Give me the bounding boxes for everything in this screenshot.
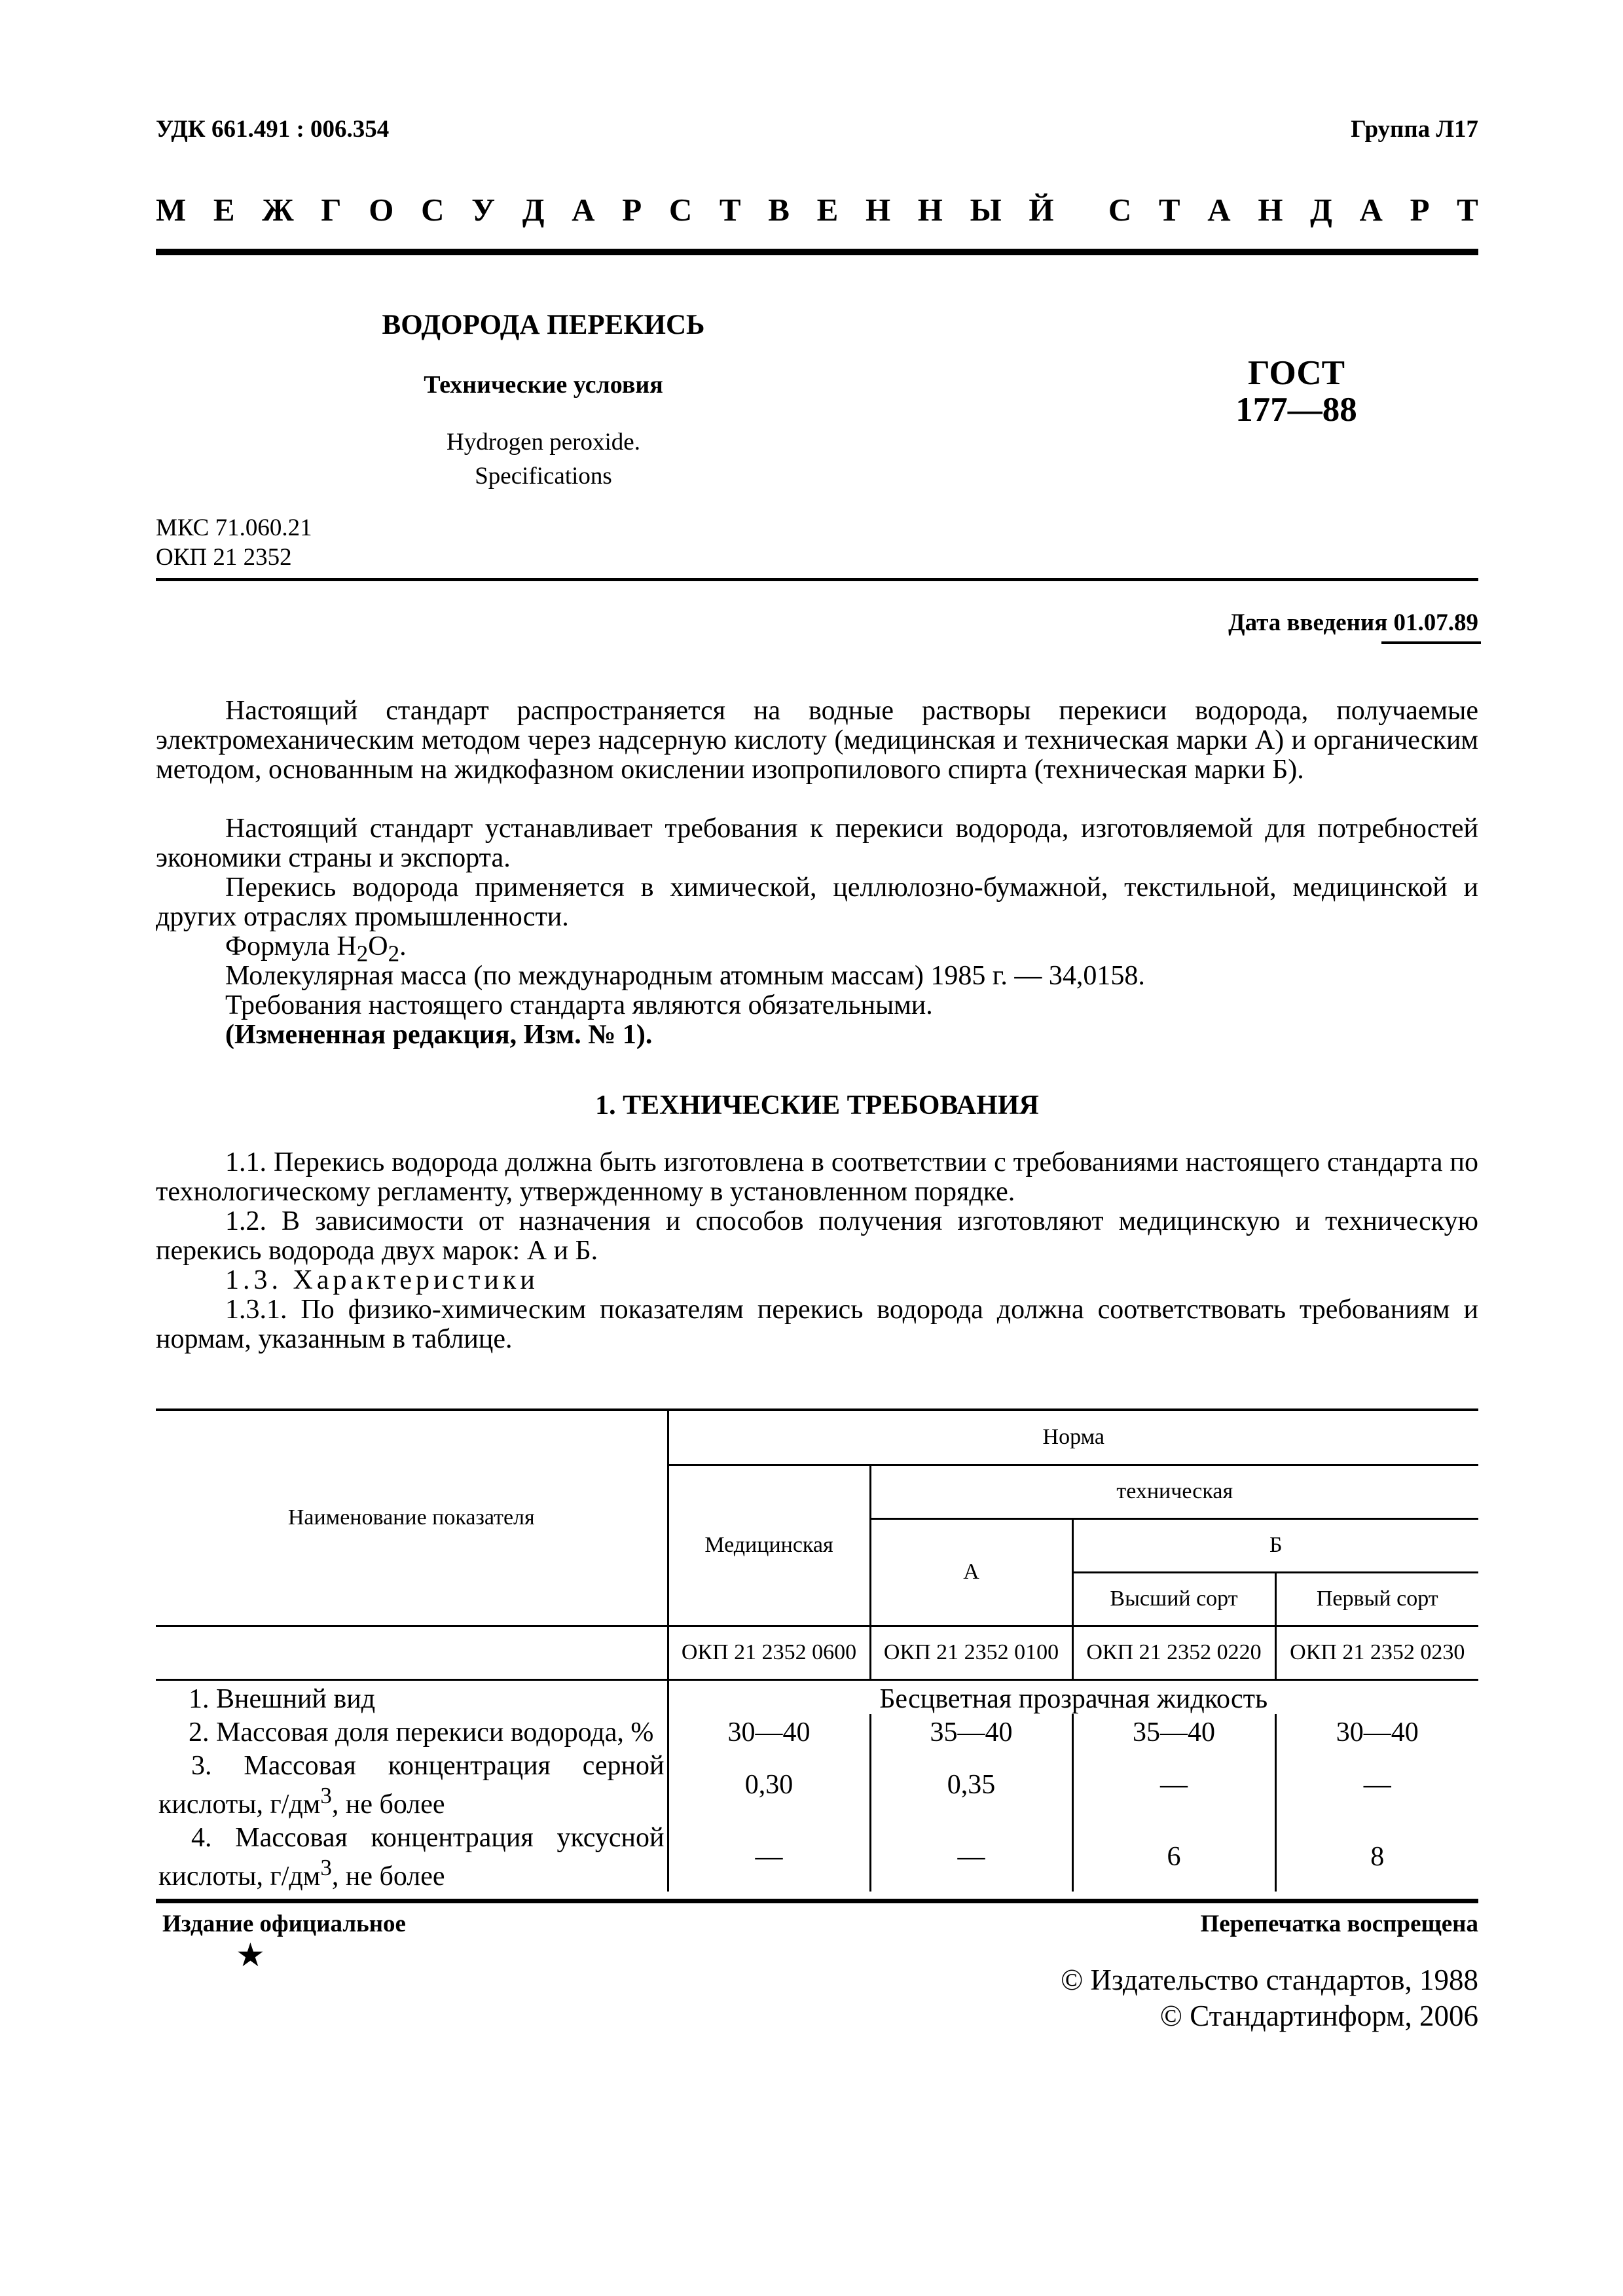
- star-icon: ★: [236, 1937, 265, 1973]
- date-label: Дата введения: [1228, 609, 1388, 636]
- banner-letter: В: [768, 192, 790, 228]
- okp-code-cell: ОКП 21 2352 0230: [1275, 1626, 1478, 1679]
- column-header-grade-first: Первый сорт: [1275, 1572, 1478, 1626]
- banner-letter: Г: [321, 192, 342, 228]
- row-name-text: , не более: [331, 1861, 445, 1892]
- banner-letter: Н: [917, 192, 943, 228]
- formula-text: .: [399, 931, 407, 961]
- column-header-mark-b: Б: [1072, 1518, 1478, 1572]
- banner-letter: Е: [213, 192, 235, 228]
- row-value: 8: [1275, 1820, 1478, 1892]
- gost-number: 177—88: [1235, 391, 1357, 429]
- document-subtitle: Технические условия: [424, 371, 663, 399]
- intro-paragraph: Перекись водорода применяется в химической, целлюлозно-бумажной, текстильной, медицинской и других отраслях промышленности.: [156, 872, 1478, 932]
- banner-letter: С: [668, 192, 693, 228]
- amendment-note: (Измененная редакция, Изм. № 1).: [225, 1020, 653, 1050]
- copyright-block: [1061, 1962, 1478, 2034]
- row-name: [156, 1820, 668, 1892]
- banner-letter: Д: [522, 192, 545, 228]
- column-header-technical: техническая: [870, 1465, 1478, 1518]
- document-title: ВОДОРОДА ПЕРЕКИСЬ: [382, 310, 705, 340]
- banner-letter: Р: [1410, 192, 1430, 228]
- intro-paragraph: Требования настоящего стандарта являются обязательными.: [225, 990, 933, 1020]
- banner-letter: Т: [1158, 192, 1180, 228]
- banner-letter: Й: [1029, 192, 1054, 228]
- banner-letter: Н: [865, 192, 891, 228]
- superscript: 3: [320, 1782, 332, 1808]
- row-name-text: , не более: [331, 1789, 445, 1820]
- english-title-line: Specifications: [475, 463, 612, 490]
- banner-letter: С: [1108, 192, 1132, 228]
- table-row: [156, 1820, 1478, 1892]
- row-value: —: [668, 1820, 870, 1892]
- column-header-norm: Норма: [668, 1411, 1478, 1465]
- date-underline: [1381, 641, 1481, 644]
- table-row: [156, 1714, 1478, 1748]
- row-name: [156, 1748, 668, 1820]
- row-value: 30—40: [668, 1714, 870, 1748]
- english-title-line: Hydrogen peroxide.: [447, 429, 640, 456]
- row-value: —: [1072, 1748, 1275, 1820]
- copyright-line: © Стандартинформ, 2006: [1159, 2000, 1478, 2032]
- table-row: [156, 1679, 1478, 1714]
- banner-letter: Ы: [970, 192, 1002, 228]
- official-edition-label: Издание официальное: [162, 1910, 406, 1937]
- okp-code-cell: ОКП 21 2352 0600: [668, 1626, 870, 1679]
- table-row: [156, 1748, 1478, 1820]
- intro-paragraph: Настоящий стандарт устанавливает требования к перекиси водорода, изготовляемой для потребностей экономики страны и экспорта.: [156, 814, 1478, 873]
- superscript: 3: [320, 1854, 332, 1880]
- row-value: 35—40: [1072, 1714, 1275, 1748]
- row-value: 35—40: [870, 1714, 1072, 1748]
- column-header-name: Наименование показателя: [287, 1505, 535, 1530]
- udk-code: УДК 661.491 : 006.354: [156, 116, 390, 143]
- mks-code: МКС 71.060.21: [156, 514, 312, 541]
- banner-letter: О: [369, 192, 394, 228]
- introduction-date: [1228, 609, 1478, 637]
- clause-paragraph: 1.1. Перекись водорода должна быть изготовлена в соответствии с требованиями настоящего стандарта по технологическому регламенту, утвержденному в установленном порядке.: [156, 1147, 1478, 1207]
- intro-paragraph: Молекулярная масса (по международным атомным массам) 1985 г. — 34,0158.: [225, 961, 1145, 991]
- okp-code: ОКП 21 2352: [156, 544, 292, 571]
- row-value: 30—40: [1275, 1714, 1478, 1748]
- formula-subscript: 2: [356, 941, 369, 967]
- row-value-appearance: Бесцветная прозрачная жидкость: [668, 1679, 1478, 1714]
- okp-empty-cell: [156, 1626, 668, 1679]
- column-header-grade-top: Высший сорт: [1072, 1572, 1275, 1626]
- header-divider: [156, 249, 1478, 255]
- row-value: 0,30: [668, 1748, 870, 1820]
- banner-letter: М: [156, 192, 187, 228]
- column-header-mark-a: А: [870, 1518, 1072, 1626]
- row-name-text: 3. Массовая концентрация серной кислоты, г/дм: [158, 1750, 665, 1820]
- banner-letter: А: [1207, 192, 1231, 228]
- clause-heading: 1.3. Характеристики: [225, 1265, 539, 1295]
- column-header-medical: Медицинская: [668, 1465, 870, 1626]
- banner-letter: Т: [1457, 192, 1478, 228]
- row-value: —: [870, 1820, 1072, 1892]
- classification-codes: [156, 513, 312, 572]
- section-title: 1. ТЕХНИЧЕСКИЕ ТРЕБОВАНИЯ: [595, 1090, 1039, 1121]
- row-name: 1. Внешний вид: [189, 1683, 376, 1714]
- date-value: 01.07.89: [1393, 609, 1478, 636]
- clause-paragraph: 1.2. В зависимости от назначения и способов получения изготовляют медицинскую и техническую перекись водорода двух марок: А и Б.: [156, 1206, 1478, 1266]
- gost-label: ГОСТ: [1248, 354, 1345, 392]
- reprint-prohibited-label: Перепечатка воспрещена: [1200, 1910, 1478, 1937]
- title-divider: [156, 578, 1478, 581]
- group-code: Группа Л17: [1351, 116, 1478, 143]
- norms-table: [156, 1411, 1478, 1892]
- interstate-standard-banner: [156, 191, 1478, 228]
- copyright-line: © Издательство стандартов, 1988: [1061, 1964, 1478, 1996]
- okp-code-cell: ОКП 21 2352 0100: [870, 1626, 1072, 1679]
- row-name-text: 4. Массовая концентрация уксусной кислоты, г/дм: [158, 1822, 665, 1892]
- banner-letter: Е: [816, 192, 839, 228]
- footer-divider: [156, 1899, 1478, 1903]
- banner-letter: А: [1359, 192, 1383, 228]
- intro-paragraph: Настоящий стандарт распространяется на водные растворы перекиси водорода, получаемые электромеханическим методом через надсерную кислоту (медицинская и техническая марки А) и органическим методом, основанным на жидкофазном окислении изопропилового спирта (техническая марки Б).: [156, 696, 1478, 785]
- row-value: —: [1275, 1748, 1478, 1820]
- english-title: [367, 425, 720, 493]
- okp-code-cell: ОКП 21 2352 0220: [1072, 1626, 1275, 1679]
- row-name: 2. Массовая доля перекиси водорода, %: [189, 1717, 654, 1748]
- banner-letter: А: [572, 192, 595, 228]
- banner-letter: Р: [622, 192, 642, 228]
- row-value: 6: [1072, 1820, 1275, 1892]
- formula-text: O: [368, 931, 388, 961]
- banner-letter: У: [471, 192, 496, 228]
- banner-letter: Ж: [262, 192, 294, 228]
- banner-letter: Т: [719, 192, 741, 228]
- formula-subscript: 2: [388, 941, 400, 967]
- banner-letter: С: [421, 192, 445, 228]
- formula-text: Формула H: [225, 931, 357, 961]
- clause-paragraph: 1.3.1. По физико-химическим показателям перекись водорода должна соответствовать требованиям и нормам, указанным в таблице.: [156, 1295, 1478, 1354]
- banner-letter: Д: [1310, 192, 1332, 228]
- row-value: 0,35: [870, 1748, 1072, 1820]
- banner-letter: Н: [1258, 192, 1283, 228]
